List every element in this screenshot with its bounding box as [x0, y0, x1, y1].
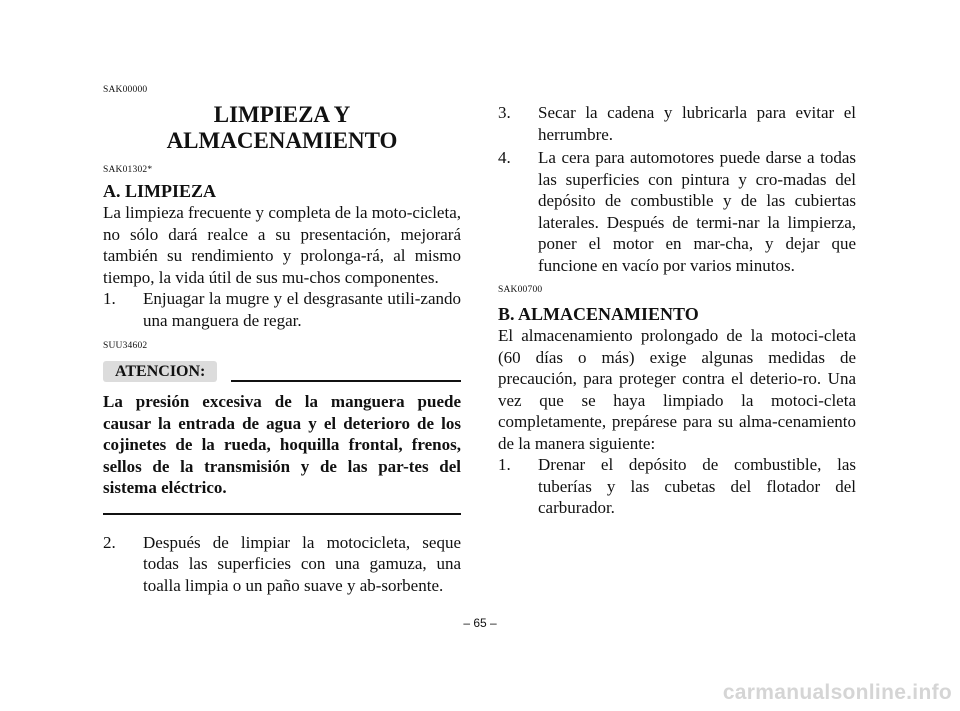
paragraph-almacenamiento: El almacenamiento prolongado de la motoci-cleta (60 días o más) exige algunas medidas de precaución, para proteger contra el deterio-ro. Una vez que se haya limpiado la motoci-cleta completamente, prepárese para su alma-cenamiento de la manera siguiente: [498, 326, 856, 453]
list-item-text: Enjuagar la mugre y el desgrasante utili-zando una manguera de regar. [143, 289, 461, 330]
list-item-text: Drenar el depósito de combustible, las tuberías y las cubetas del flotador del carburador. [538, 455, 856, 517]
section-code: SUU34602 [103, 341, 148, 351]
list-item [498, 102, 856, 145]
warning-text: La presión excesiva de la manguera puede causar la entrada de agua y el deterioro de los cojinetes de la rueda, hoquilla frontal, frenos, sellos de la transmisión y de las par-tes del sistema eléctrico. [103, 392, 461, 497]
left-column [103, 0, 461, 596]
list-item [498, 147, 856, 276]
right-column [498, 0, 856, 519]
list-item-text: Secar la cadena y lubricarla para evitar el herrumbre. [538, 103, 856, 144]
warning-header [103, 361, 461, 383]
section-code: SAK01302* [103, 165, 153, 175]
page-title-line-1: LIMPIEZA Y [213, 102, 351, 127]
list-item-number: 2. [103, 532, 116, 552]
warning-top-rule [231, 380, 461, 382]
list-item-text: Después de limpiar la motocicleta, seque todas las superficies con una gamuza, una toalla limpia o un paño suave y ab-sorbente. [143, 532, 461, 595]
page-number: – 65 – [463, 616, 497, 630]
heading-limpieza: A. LIMPIEZA [103, 181, 217, 201]
list-item [498, 454, 856, 519]
heading-almacenamiento: B. ALMACENAMIENTO [498, 304, 699, 324]
page-title-line-2: ALMACENAMIENTO [166, 128, 398, 153]
warning-label: ATENCION: [103, 361, 217, 382]
section-code: SAK00000 [103, 85, 148, 95]
list-item [103, 288, 461, 331]
page-title [103, 102, 461, 154]
section-code: SAK00700 [498, 285, 543, 295]
paragraph-limpieza: La limpieza frecuente y completa de la moto-cicleta, no sólo dará realce a su presentación, mejorará también su rendimiento y prolonga-rá, al mismo tiempo, la vida útil de sus mu-chos componentes. [103, 203, 461, 287]
list-item-number: 3. [498, 103, 511, 122]
list-item-number: 1. [498, 455, 511, 474]
list-item-text: La cera para automotores puede darse a todas las superficies con pintura y cro-madas del depósito de combustible y de las cubiertas laterales. Después de termi-nar la limpierza, poner el motor en mar-cha, y dejar que funcione en vacío por varios minutos. [538, 148, 856, 275]
list-item-number: 1. [103, 289, 116, 308]
list-item-number: 4. [498, 148, 511, 167]
list-item [103, 532, 461, 597]
warning-bottom-rule [103, 513, 461, 515]
watermark: carmanualsonline.info [722, 681, 952, 704]
